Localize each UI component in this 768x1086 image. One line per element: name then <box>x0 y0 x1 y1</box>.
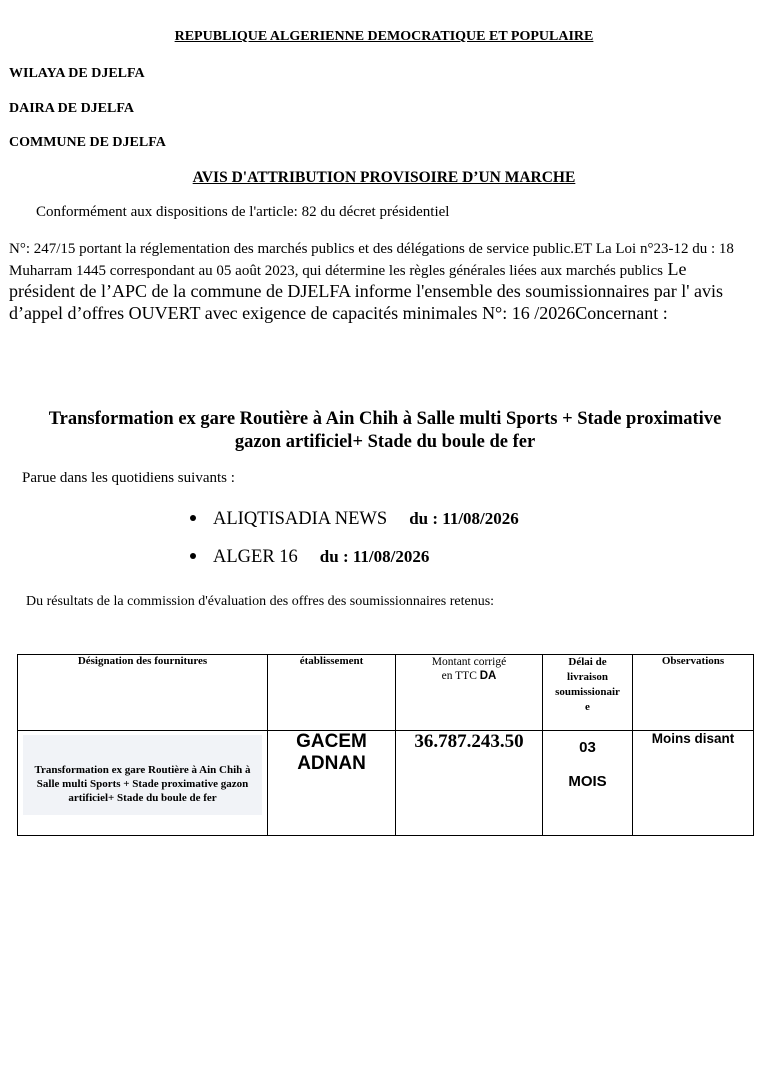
newspaper-date: du : 11/08/2026 <box>409 509 519 528</box>
newspaper-item <box>190 547 429 568</box>
header-etablissement: établissement <box>268 655 396 731</box>
table-row <box>18 731 754 836</box>
republic-heading: REPUBLIQUE ALGERIENNE DEMOCRATIQUE ET POPULAIRE <box>174 29 594 44</box>
commune-line: COMMUNE DE DJELFA <box>9 135 166 150</box>
notice-body-announcement: Le président de l’APC de la commune de DJELFA informe l'ensemble des soumissionnaires par l' avis d’appel d’offres OUVERT avec exigence de capacités minimales N°: 16 /2026Concernant : <box>9 259 724 323</box>
header-delai-line4: e <box>585 701 590 713</box>
header-observations: Observations <box>633 655 754 731</box>
header-montant <box>396 655 543 731</box>
table-header-row <box>18 655 754 731</box>
cell-amount: 36.787.243.50 <box>396 731 543 836</box>
delai-value: 03 <box>579 739 596 756</box>
newspaper-item <box>190 509 519 530</box>
firm-name-line1: GACEM <box>296 731 367 752</box>
designation-text: Transformation ex gare Routière à Ain Chih à Salle multi Sports + Stade proximative gazon artificiel+ Stade du boule de fer <box>23 735 262 815</box>
notice-body-regulation: N°: 247/15 portant la réglementation des marchés publics et des délégations de service public.ET La Loi n°23-12 du : 18 Muharram 1445 correspondant au 05 août 2023, qui détermine les règles générales liées aux marchés publics <box>9 241 734 279</box>
header-montant-line1: Montant corrigé <box>431 656 507 668</box>
header-montant-unit: DA <box>479 670 497 682</box>
bullet-icon <box>190 515 196 521</box>
notice-body <box>9 240 754 324</box>
notice-title: AVIS D'ATTRIBUTION PROVISOIRE D’UN MARCHE <box>192 169 576 186</box>
project-title: Transformation ex gare Routière à Ain Chih à Salle multi Sports + Stade proximative gazon artificiel+ Stade du boule de fer <box>48 409 722 452</box>
newspaper-name: ALIQTISADIA NEWS <box>213 509 388 529</box>
header-designation: Désignation des fournitures <box>18 655 268 731</box>
header-delai-line3: soumissionair <box>555 686 620 698</box>
delai-unit: MOIS <box>568 773 607 790</box>
cell-observation: Moins disant <box>633 731 754 836</box>
cell-designation <box>18 731 268 836</box>
cell-firm <box>268 731 396 836</box>
firm-name-line2: ADNAN <box>297 753 366 774</box>
header-delai-line2: livraison <box>567 671 608 683</box>
newspaper-name: ALGER 16 <box>213 547 298 567</box>
publication-label: Parue dans les quotidiens suivants : <box>22 470 235 486</box>
header-delai-line1: Délai de <box>568 656 607 668</box>
bullet-icon <box>190 553 196 559</box>
award-table <box>17 654 754 836</box>
notice-intro: Conformément aux dispositions de l'article: 82 du décret présidentiel <box>36 204 450 220</box>
cell-delai <box>543 731 633 836</box>
daira-line: DAIRA DE DJELFA <box>9 101 134 116</box>
header-montant-line2: en TTC <box>441 670 480 682</box>
header-delai <box>543 655 633 731</box>
results-label: Du résultats de la commission d'évaluation des offres des soumissionnaires retenus: <box>26 594 495 609</box>
newspaper-date: du : 11/08/2026 <box>319 547 430 566</box>
wilaya-line: WILAYA DE DJELFA <box>9 66 145 81</box>
